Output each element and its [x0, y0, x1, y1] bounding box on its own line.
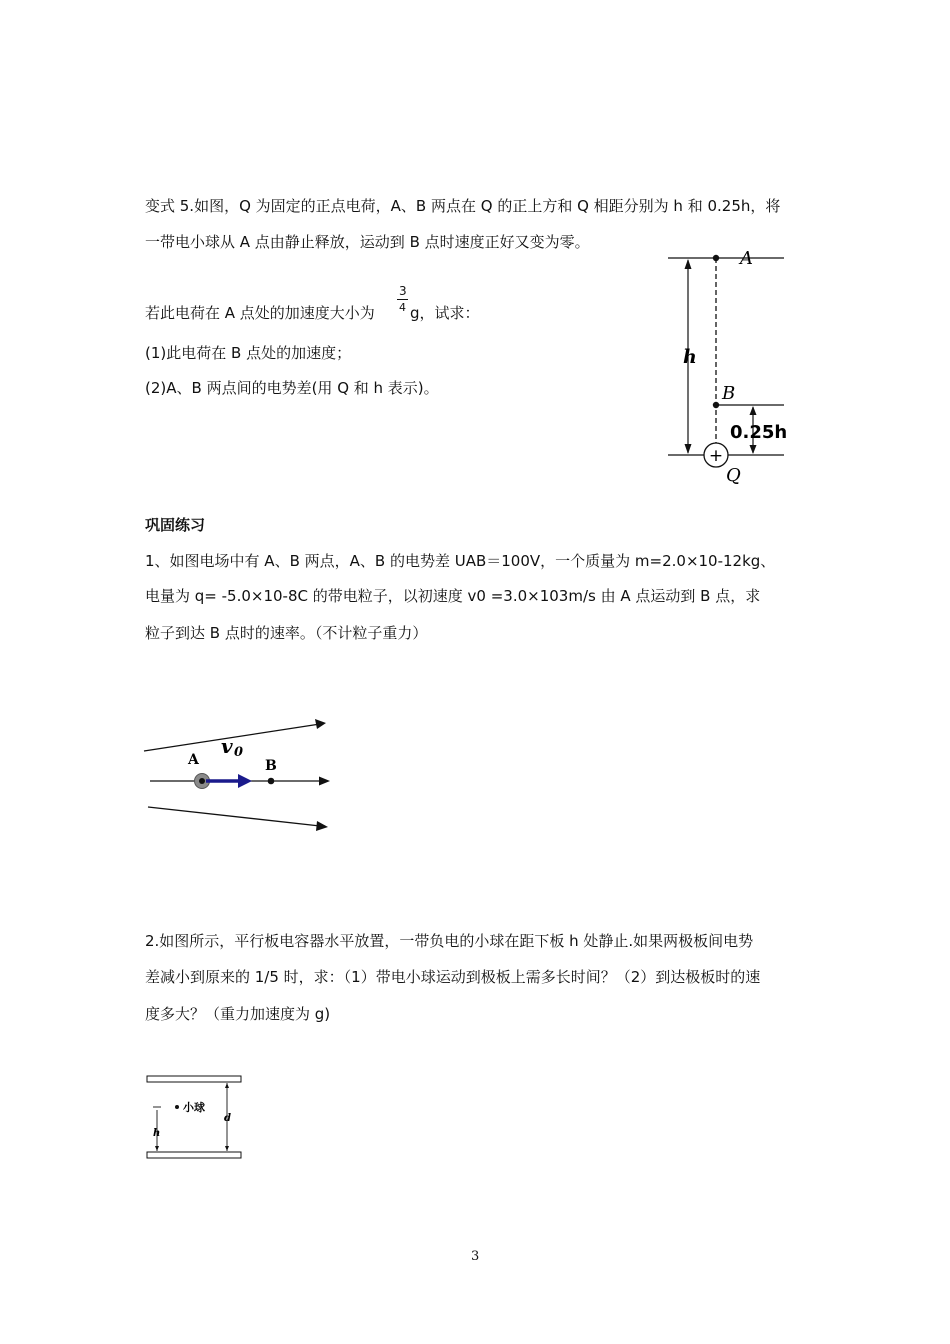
plus-icon: +: [708, 446, 724, 466]
label-b: B: [722, 383, 736, 404]
label-v-subscript: 0: [234, 745, 244, 760]
fraction-bar: [397, 299, 408, 300]
exercise2-line3: 度多大？（重力加速度为 g): [145, 1005, 331, 1023]
d-arrow-down: [225, 1146, 229, 1151]
exercise1-line1: 1、如图电场中有 A、B 两点，A、B 的电势差 UAB＝100V，一个质量为 m=2.0×10-12kg、: [145, 552, 776, 570]
field-lines-diagram: [140, 715, 340, 840]
problem5-line1: 变式 5.如图，Q 为固定的正点电荷，A、B 两点在 Q 的正上方和 Q 相距分别为 h 和 0.25h，将: [145, 197, 781, 215]
problem5-question2: (2)A、B 两点间的电势差(用 Q 和 h 表示)。: [145, 379, 439, 397]
field-line-middle-arrow: [319, 777, 330, 786]
point-b: [268, 778, 275, 785]
particle-a-center: [199, 778, 205, 784]
capacitor-diagram: [140, 1070, 250, 1165]
field-line-top-arrow: [315, 719, 326, 729]
exercise2-line2: 差减小到原来的 1/5 时，求：（1）带电小球运动到极板上需多长时间？（2）到达极板时的速: [145, 968, 761, 986]
problem5-line3-prefix: 若此电荷在 A 点处的加速度大小为: [145, 304, 375, 322]
page-number: 3: [471, 1249, 480, 1264]
velocity-arrow-head: [238, 774, 252, 788]
field-line-bottom: [148, 807, 320, 826]
problem5-line2: 一带电小球从 A 点由静止释放，运动到 B 点时速度正好又变为零。: [145, 233, 590, 251]
label-h: h: [683, 346, 697, 368]
fraction-numerator: 3: [399, 284, 407, 298]
d-arrow-up: [225, 1083, 229, 1088]
label-q: Q: [726, 465, 741, 486]
label-h: h: [153, 1128, 161, 1139]
exercise1-line2: 电量为 q= -5.0×10-8C 的带电粒子，以初速度 v0 =3.0×103m/s 由 A 点运动到 B 点，求: [145, 587, 761, 605]
section-title: 巩固练习: [145, 516, 206, 534]
exercise2-line1: 2.如图所示，平行板电容器水平放置，一带负电的小球在距下板 h 处静止.如果两极板间电势: [145, 932, 754, 950]
problem5-line3-suffix: g，试求：: [410, 304, 480, 322]
025h-arrow-up: [750, 406, 757, 415]
label-a: A: [188, 752, 199, 768]
point-a: [713, 255, 719, 261]
h-arrow-down: [155, 1146, 159, 1151]
h-arrow-up: [685, 259, 692, 269]
ball: [175, 1105, 179, 1109]
label-d: d: [224, 1113, 231, 1124]
ball-label: 小球: [183, 1101, 205, 1114]
label-a: A: [740, 248, 753, 269]
label-025h: 0.25h: [730, 422, 788, 443]
label-v: v: [221, 734, 233, 758]
exercise1-line3: 粒子到达 B 点时的速率。（不计粒子重力）: [145, 624, 428, 642]
bottom-plate: [147, 1152, 241, 1158]
charge-diagram: [660, 245, 800, 490]
problem5-question1: (1)此电荷在 B 点处的加速度；: [145, 344, 352, 362]
field-line-bottom-arrow: [316, 821, 328, 831]
fraction-denominator: 4: [399, 301, 406, 314]
h-arrow-down: [685, 444, 692, 454]
025h-arrow-down: [750, 445, 757, 454]
top-plate: [147, 1076, 241, 1082]
label-b: B: [265, 758, 277, 774]
